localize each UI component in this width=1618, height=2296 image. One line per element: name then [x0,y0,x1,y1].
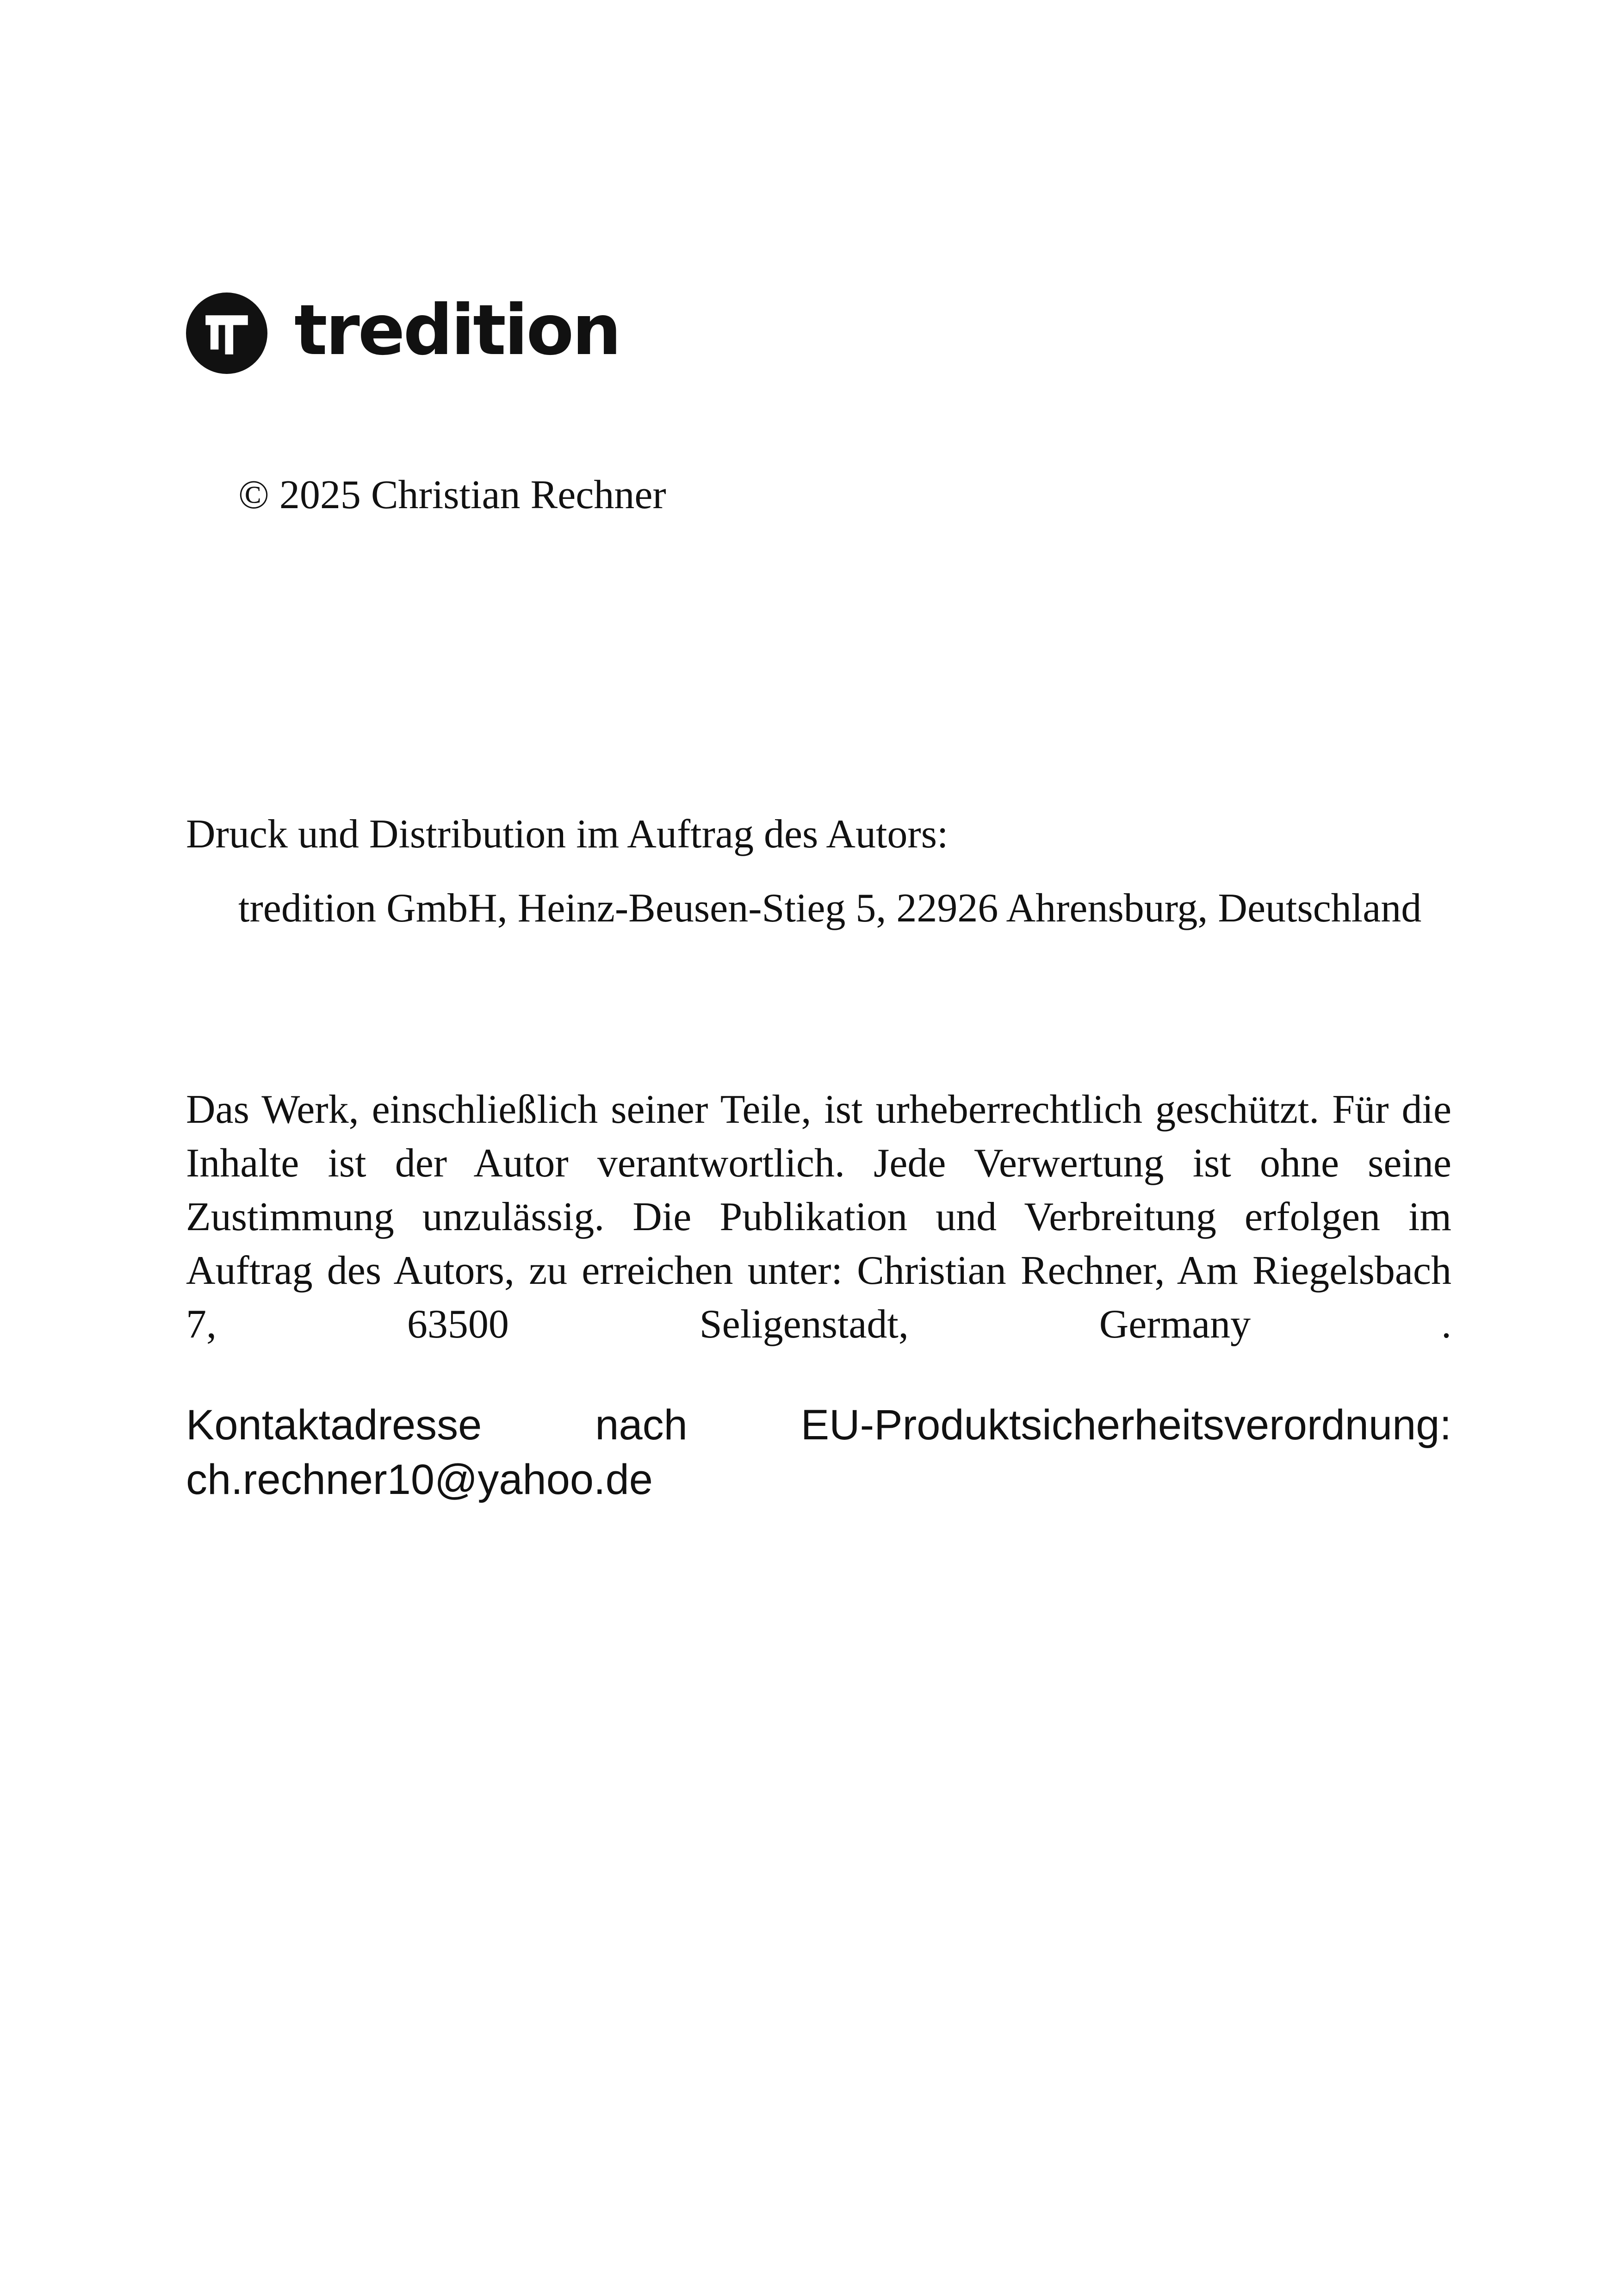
contact-label-word: EU-Produktsicherheitsverordnung: [800,1401,1451,1449]
contact-label-word: nach [595,1401,688,1449]
copyright-notice: © 2025 Christian Rechner [238,473,666,517]
publisher-logo [186,292,620,375]
contact-label-word: Kontaktadresse [186,1401,482,1449]
print-distribution-heading: Druck und Distribution im Auftrag des Autors: [186,812,948,857]
contact-label-row [186,1398,1451,1452]
contact-block [186,1398,1451,1507]
publisher-address: tredition GmbH, Heinz-Beusen-Stieg 5, 22926 Ahrensburg, Deutschland [238,886,1422,931]
logo-wordmark: tredition [294,290,620,371]
contact-email: ch.rechner10@yahoo.de [186,1456,653,1503]
legal-notice: Das Werk, einschließlich seiner Teile, ist urheberrechtlich geschützt. Für die Inhalte ist der Autor verantwortlich. Jede Verwertung ist ohne seine Zustimmung unzulässig. Die Publikation und Verbreitung erfolgen im Auftrag des Autors, zu erreichen unter: Christian Rechner, Am Riegelsbach 7, 63500 Seligenstadt, Germany . [186,1087,1451,1347]
tredition-logo-icon [186,292,267,374]
